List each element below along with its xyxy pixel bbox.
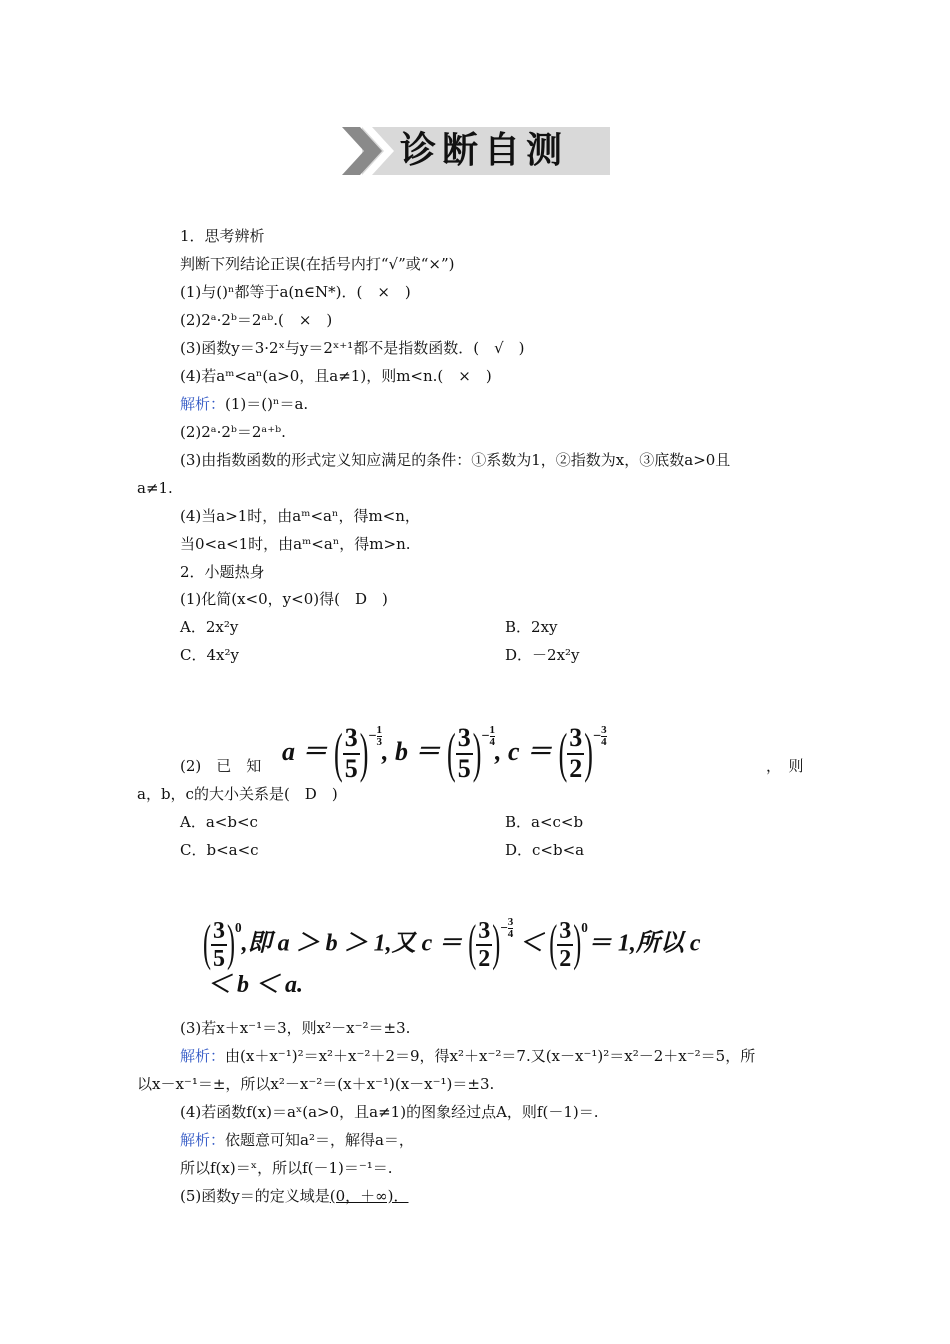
q1-analysis-4: a≠1. (137, 479, 173, 497)
q2-p2-option-a: A．a<b<c (180, 813, 258, 831)
q1-heading: 1．思考辨析 (180, 227, 265, 245)
q1-analysis-3: (3)由指数函数的形式定义知应满足的条件：①系数为1，②指数为x，③底数a>0且 (180, 451, 731, 469)
section-banner (342, 127, 610, 175)
q2-p1-option-a: A．2x²y (180, 618, 239, 636)
arrow-chevron-icon (342, 127, 402, 175)
q1-item-4: (4)若aᵐ<aⁿ(a>0，且a≠1)，则m<n.( × ) (180, 367, 492, 385)
analysis-text: 依题意可知a²＝，解得a＝， (225, 1131, 414, 1149)
q1-instruction: 判断下列结论正误(在括号内打“√”或“×”) (180, 255, 455, 273)
q2-p2-option-c: C．b<a<c (180, 841, 259, 859)
q1-analysis-1 (180, 394, 308, 414)
p5-stem-text: (5)函数y＝的定义域是 (180, 1187, 330, 1205)
q2-p2-stem-left: (2) 已 知 (180, 757, 262, 775)
q1-item-3: (3)函数y＝3·2ˣ与y＝2ˣ⁺¹都不是指数函数．( √ ) (180, 339, 525, 357)
q2-p4-analysis-1 (180, 1130, 414, 1150)
analysis-label: 解析： (180, 1131, 226, 1149)
q1-analysis-5: (4)当a>1时，由aᵐ<aⁿ，得m<n， (180, 507, 420, 525)
q2-p4-stem: (4)若函数f(x)＝aˣ(a>0，且a≠1)的图象经过点A，则f(－1)＝. (180, 1103, 599, 1121)
q2-p1-option-d: D．－2x²y (505, 646, 580, 664)
analysis-label: 解析： (180, 395, 226, 413)
q1-item-1: (1)与()ⁿ都等于a(n∈N*)．( × ) (180, 283, 411, 301)
banner-title: 诊断自测 (400, 130, 569, 171)
q1-analysis-2: (2)2ᵃ·2ᵇ＝2ᵃ⁺ᵇ. (180, 423, 286, 441)
q2-p2-option-d: D．c<b<a (505, 841, 585, 859)
analysis-text: (1)＝()ⁿ＝a. (225, 395, 309, 413)
q2-heading: 2．小题热身 (180, 563, 265, 581)
q2-p3-analysis-2: 以x－x⁻¹＝±，所以x²－x⁻²＝(x＋x⁻¹)(x－x⁻¹)＝±3. (137, 1075, 495, 1093)
abc-definition-formula: a ＝ ( $\frac{3}{5}$ )$^{- \frac{1}{3}}$ , b ＝ ( $\frac{3}{5}$ )$^{- \frac{1}{4}}$ , c ＝ ( $\frac{3}{2}$ )$^{- \frac{3}{4}}$ (282, 722, 607, 784)
analysis-text: 由(x＋x⁻¹)²＝x²＋x⁻²＋2＝9，得x²＋x⁻²＝7.又(x－x⁻¹)²＝x²－2＋x⁻²＝5，所 (225, 1047, 756, 1065)
q2-p2-option-b: B．a<c<b (505, 813, 584, 831)
q2-p1-option-c: C．4x²y (180, 646, 239, 664)
solution-formula-line-1: ( $\frac{3}{5}$ )$^0$,即 a ＞ b ＞ 1,又 c ＝ ( $\frac{3}{2}$ )$^{- \frac{3}{4}}$ ＜ ( $\frac{3}{2}$ )$^0$＝ 1,所以 c (203, 916, 701, 973)
q2-p3-analysis-1 (180, 1046, 755, 1066)
q2-p1-option-b: B．2xy (505, 618, 558, 636)
q2-p1-stem: (1)化简(x<0，y<0)得( D ) (180, 590, 388, 608)
q1-analysis-6: 当0<a<1时，由aᵐ<aⁿ，得m>n. (180, 535, 411, 553)
analysis-label: 解析： (180, 1047, 226, 1065)
q2-p3-stem: (3)若x＋x⁻¹＝3，则x²－x⁻²＝±3. (180, 1019, 411, 1037)
q2-p2-stem-right: ， 则 (766, 757, 804, 775)
q1-item-2: (2)2ᵃ·2ᵇ＝2ᵃᵇ.( × ) (180, 311, 333, 329)
p5-answer: (0，＋∞)． (329, 1187, 409, 1205)
q2-p4-analysis-2: 所以f(x)＝ˣ，所以f(－1)＝⁻¹＝. (180, 1159, 393, 1177)
solution-formula-line-2: ＜ b ＜ a. (207, 972, 303, 998)
q2-p5-stem (180, 1186, 408, 1206)
q2-p2-stem-cont: a，b，c的大小关系是( D ) (137, 785, 338, 803)
